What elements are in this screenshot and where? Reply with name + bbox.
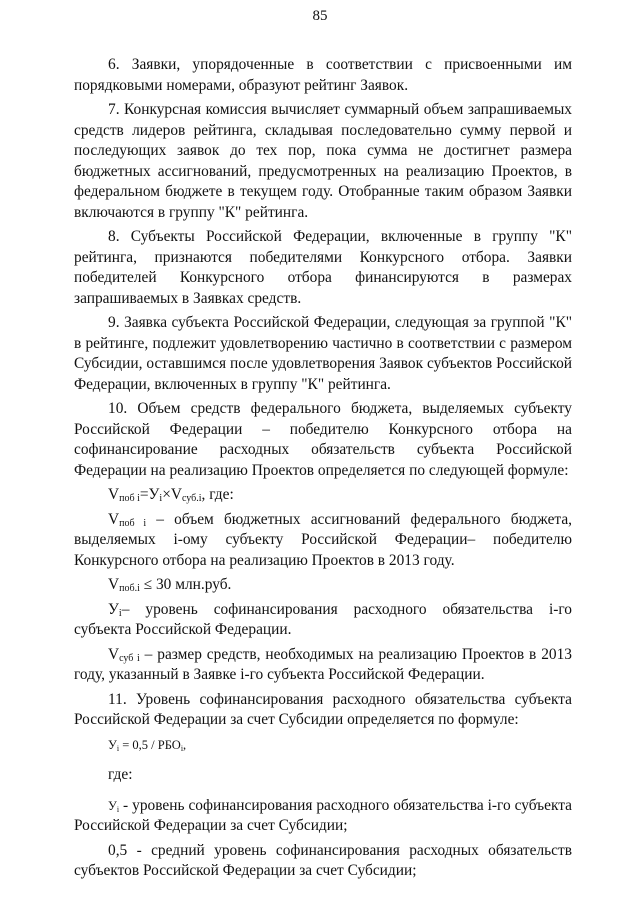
paragraph-9: 9. Заявка субъекта Российской Федерации, следующая за группой "К" в рейтинге, подлежит удовлетворению частично в соответствии с размером Субсидии, оставшимся после удовлетворения Заявок субъектов Российской Федерации, включенных в группу "К" рейтинга. bbox=[74, 314, 572, 393]
definition-vsub: $V_{суб i}$ – размер средств, необходимых на реализацию Проектов в 2013 году, указанный в Заявке i-го субъекта Российской Федерации. bbox=[74, 645, 572, 683]
paragraph-11: 11. Уровень софинансирования расходного обязательства субъекта Российской Федерации за счет Субсидии определяется по формуле: bbox=[74, 690, 572, 728]
paragraph-7: 7. Конкурсная комиссия вычисляет суммарный объем запрашиваемых средств лидеров рейтинга, складывая последовательно сумму первой и последующих заявок до тех пор, пока сумма не достигнет размера бюджетных ассигнований, предусмотренных на реализацию Проектов, в федеральном бюджете в текущем году. Отобранные таким образом Заявки включаются в группу "К" рейтинга. bbox=[74, 101, 572, 221]
where-label: где: bbox=[108, 766, 133, 783]
page-number: 85 bbox=[312, 8, 328, 24]
definition-yi: $У_i$ - уровень софинансирования расходного обязательства i-го субъекта Российской Федерации за счет Субсидии; bbox=[74, 796, 572, 834]
paragraph-8: 8. Субъекты Российской Федерации, включенные в группу "К" рейтинга, признаются победителями Конкурсного отбора. Заявки победителей Конкурсного отбора финансируются в размерах запрашиваемых в Заявках средств. bbox=[74, 228, 572, 307]
formula-vpob: $V_{поб i}=У_i\times V_{суб.i}$, где: bbox=[108, 486, 234, 504]
paragraph-6: 6. Заявки, упорядоченные в соответствии с присвоенными им порядковыми номерами, образуют рейтинг Заявок. bbox=[74, 56, 572, 94]
document-body bbox=[74, 55, 572, 886]
definition-y: $У_i-$ уровень софинансирования расходного обязательства i-го субъекта Российской Федерации. bbox=[74, 600, 572, 638]
definition-05: 0,5 - средний уровень софинансирования расходных обязательств субъектов Российской Федерации за счет Субсидии; bbox=[74, 841, 572, 879]
formula-y: $У_i = 0,5 / РБО_i$, bbox=[108, 737, 187, 753]
limit-vpob: $V_{поб.i} \le 30$ млн.руб. bbox=[108, 576, 232, 594]
definition-vpob: $V_{поб i}$ – объем бюджетных ассигнований федерального бюджета, выделяемых i-ому субъекту Российской Федерации– победителю Конкурсного отбора на реализацию Проектов в 2013 году. bbox=[74, 510, 572, 569]
paragraph-10: 10. Объем средств федерального бюджета, выделяемых субъекту Российской Федерации – победителю Конкурсного отбора на софинансирование расходных обязательств субъекта Российской Федерации на реализацию Проектов определяется по следующей формуле: bbox=[74, 400, 572, 479]
